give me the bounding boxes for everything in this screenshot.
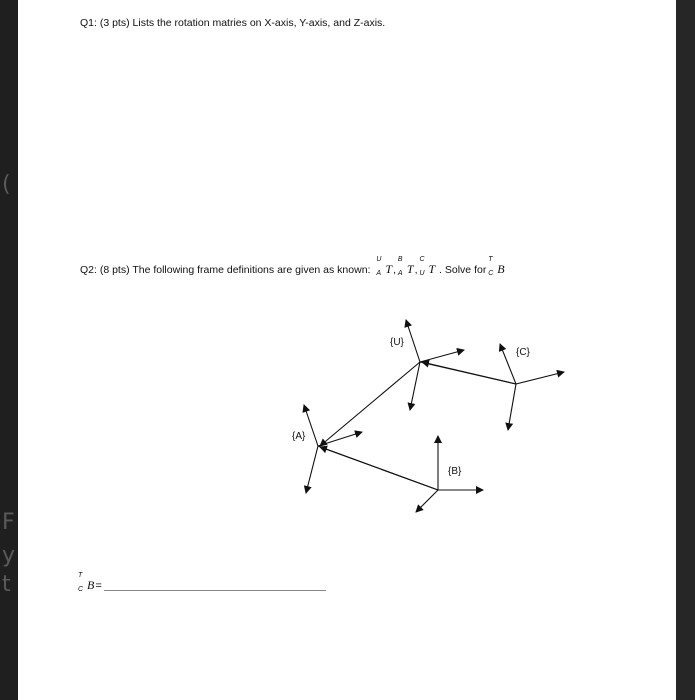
transform-target: T C B — [488, 256, 505, 277]
vector-u-to-a — [320, 362, 420, 446]
edge-glyph: t — [2, 572, 11, 597]
transform-b-a: B A T — [397, 256, 414, 277]
frame-u-axis-right — [420, 350, 464, 362]
answer-line — [78, 572, 326, 593]
answer-blank[interactable] — [104, 590, 326, 591]
vector-b-to-a — [320, 447, 438, 490]
question-2-text: Q2: (8 pts) The following frame definitions are given as known: — [80, 264, 371, 276]
frame-c-axis-down — [508, 384, 516, 430]
transform-c-u: C U T — [419, 256, 436, 277]
frame-c-label: {C} — [516, 347, 530, 358]
left-background-strip — [0, 0, 18, 700]
frame-u-label: {U} — [390, 337, 404, 348]
frame-b-axis-down — [416, 490, 438, 512]
frame-c-axis-right — [516, 372, 564, 384]
edge-glyph: y — [2, 543, 16, 568]
question-1: Q1: (3 pts) Lists the rotation matries on X-axis, Y-axis, and Z-axis. — [80, 17, 386, 29]
document-page — [18, 0, 676, 700]
frame-b-label: {B} — [448, 466, 462, 477]
frame-c-axis-up — [500, 344, 516, 384]
equals-sign: = — [95, 580, 102, 592]
question-2: Q2: (8 pts) The following frame definitions are given as known: U A T, B A T, C U T . Solve for T C B — [80, 256, 505, 277]
right-background-strip — [676, 0, 695, 700]
vector-c-to-u — [422, 362, 516, 384]
answer-symbol: T C B — [78, 572, 95, 593]
frame-a-label: {A} — [292, 431, 306, 442]
solve-label: . Solve for — [439, 264, 487, 276]
frame-u-axis-up — [406, 320, 420, 362]
frame-a-axis-down — [306, 446, 318, 493]
frame-a-axis-right — [318, 432, 362, 446]
edge-glyph: ( — [2, 172, 11, 197]
frame-a-axis-up — [304, 405, 318, 446]
transform-u-a: U A T — [376, 256, 393, 277]
frames-diagram — [18, 0, 676, 700]
edge-glyph: F — [2, 510, 15, 535]
